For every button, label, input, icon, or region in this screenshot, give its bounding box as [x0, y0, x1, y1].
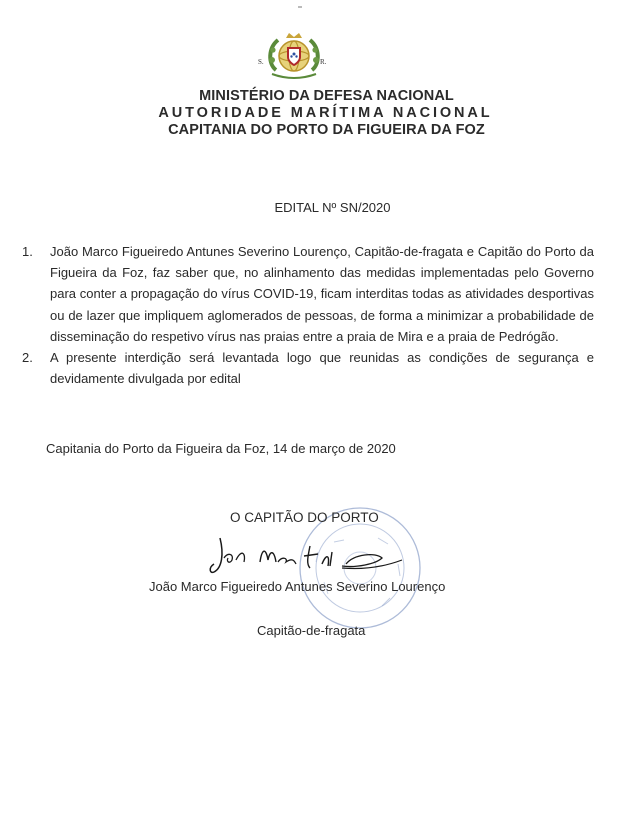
- handwritten-signature-icon: [206, 524, 406, 580]
- notice-items: [22, 241, 594, 389]
- signatory-name: João Marco Figueiredo Antunes Severino Lourenço: [149, 579, 446, 594]
- place-and-date: Capitania do Porto da Figueira da Foz, 14 de março de 2020: [46, 441, 396, 456]
- notice-item-2: [22, 347, 594, 389]
- seal-left-letter: S.: [258, 58, 264, 66]
- ministry-name: MINISTÉRIO DA DEFESA NACIONAL: [199, 88, 454, 104]
- document-title: EDITAL Nº SN/2020: [274, 200, 391, 215]
- scan-mark: [298, 6, 302, 8]
- letterhead: [0, 88, 629, 139]
- coat-of-arms-icon: [256, 30, 332, 82]
- seal-right-letter: R.: [320, 58, 327, 66]
- authority-name: AUTORIDADE MARÍTIMA NACIONAL: [158, 105, 493, 121]
- notice-item-1: [22, 241, 594, 347]
- signatory-rank: Capitão-de-fragata: [257, 623, 366, 638]
- item-text: A presente interdição será levantada logo que reunidas as condições de segurança e devidamente divulgada por edital: [50, 350, 594, 387]
- item-number: 1.: [22, 244, 33, 259]
- item-number: 2.: [22, 350, 33, 366]
- office-name: CAPITANIA DO PORTO DA FIGUEIRA DA FOZ: [168, 122, 485, 138]
- signatory-title: O CAPITÃO DO PORTO: [230, 510, 379, 525]
- item-text: João Marco Figueiredo Antunes Severino Lourenço, Capitão-de-fragata e Capitão do Porto da Figueira da Foz, faz saber que, no alinhamento das medidas implementadas pelo Governo para conter a propagação do vírus COVID-19, ficam interditas todas as atividades desportivas ou de lazer que impliquem aglomerados de pessoas, de forma a minimizar a probabilidade de disseminação do respetivo vírus nas praias entre a praia de Mira e a praia de Pedrógão.: [50, 244, 594, 344]
